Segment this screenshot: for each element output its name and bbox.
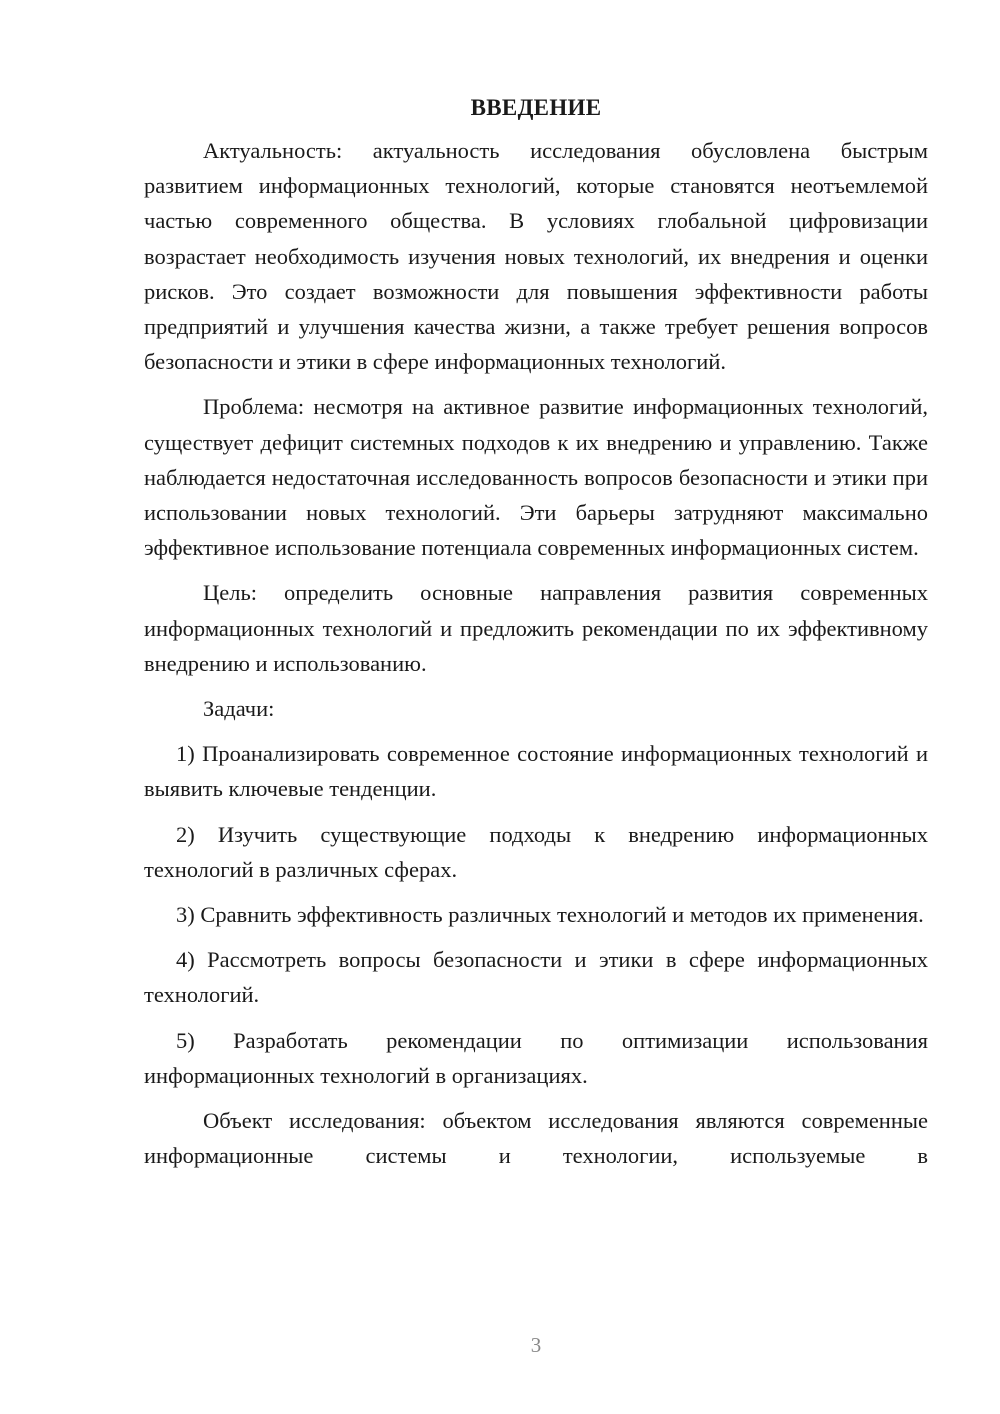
paragraph-relevance: Актуальность: актуальность исследования обусловлена быстрым развитием информационных технологий, которые становятся неотъемлемой частью современного общества. В условиях глобальной цифровизации возрастает необходимость изучения новых технологий, их внедрения и оценки рисков. Это создает возможности для повышения эффективности работы предприятий и улучшения качества жизни, а также требует решения вопросов безопасности и этики в сфере информационных технологий. — [144, 138, 928, 375]
page-title: ВВЕДЕНИЕ — [470, 95, 602, 120]
paragraph-problem: Проблема: несмотря на активное развитие информационных технологий, существует дефицит системных подходов к их внедрению и управлению. Также наблюдается недостаточная исследованность вопросов безопасности и этики при использовании новых технологий. Эти барьеры затрудняют максимально эффективное использование потенциала современных информационных систем. — [144, 394, 928, 561]
tasks-label: Задачи: — [203, 696, 275, 722]
task-item-2: 2) Изучить существующие подходы к внедрению информационных технологий в различных сферах. — [144, 821, 928, 882]
task-item-3: 3) Сравнить эффективность различных технологий и методов их применения. — [176, 902, 924, 928]
task-item-5: 5) Разработать рекомендации по оптимизации использования информационных технологий в организациях. — [144, 1027, 928, 1088]
paragraph-goal: Цель: определить основные направления развития современных информационных технологий и предложить рекомендации по их эффективному внедрению и использованию. — [144, 580, 928, 676]
task-item-1: 1) Проанализировать современное состояние информационных технологий и выявить ключевые тенденции. — [144, 741, 928, 802]
page-number: 3 — [530, 1333, 542, 1357]
page-content — [144, 90, 928, 1183]
task-item-4: 4) Рассмотреть вопросы безопасности и этики в сфере информационных технологий. — [144, 947, 928, 1008]
paragraph-object: Объект исследования: объектом исследования являются современные информационные системы и технологии, используемые в — [144, 1108, 928, 1169]
